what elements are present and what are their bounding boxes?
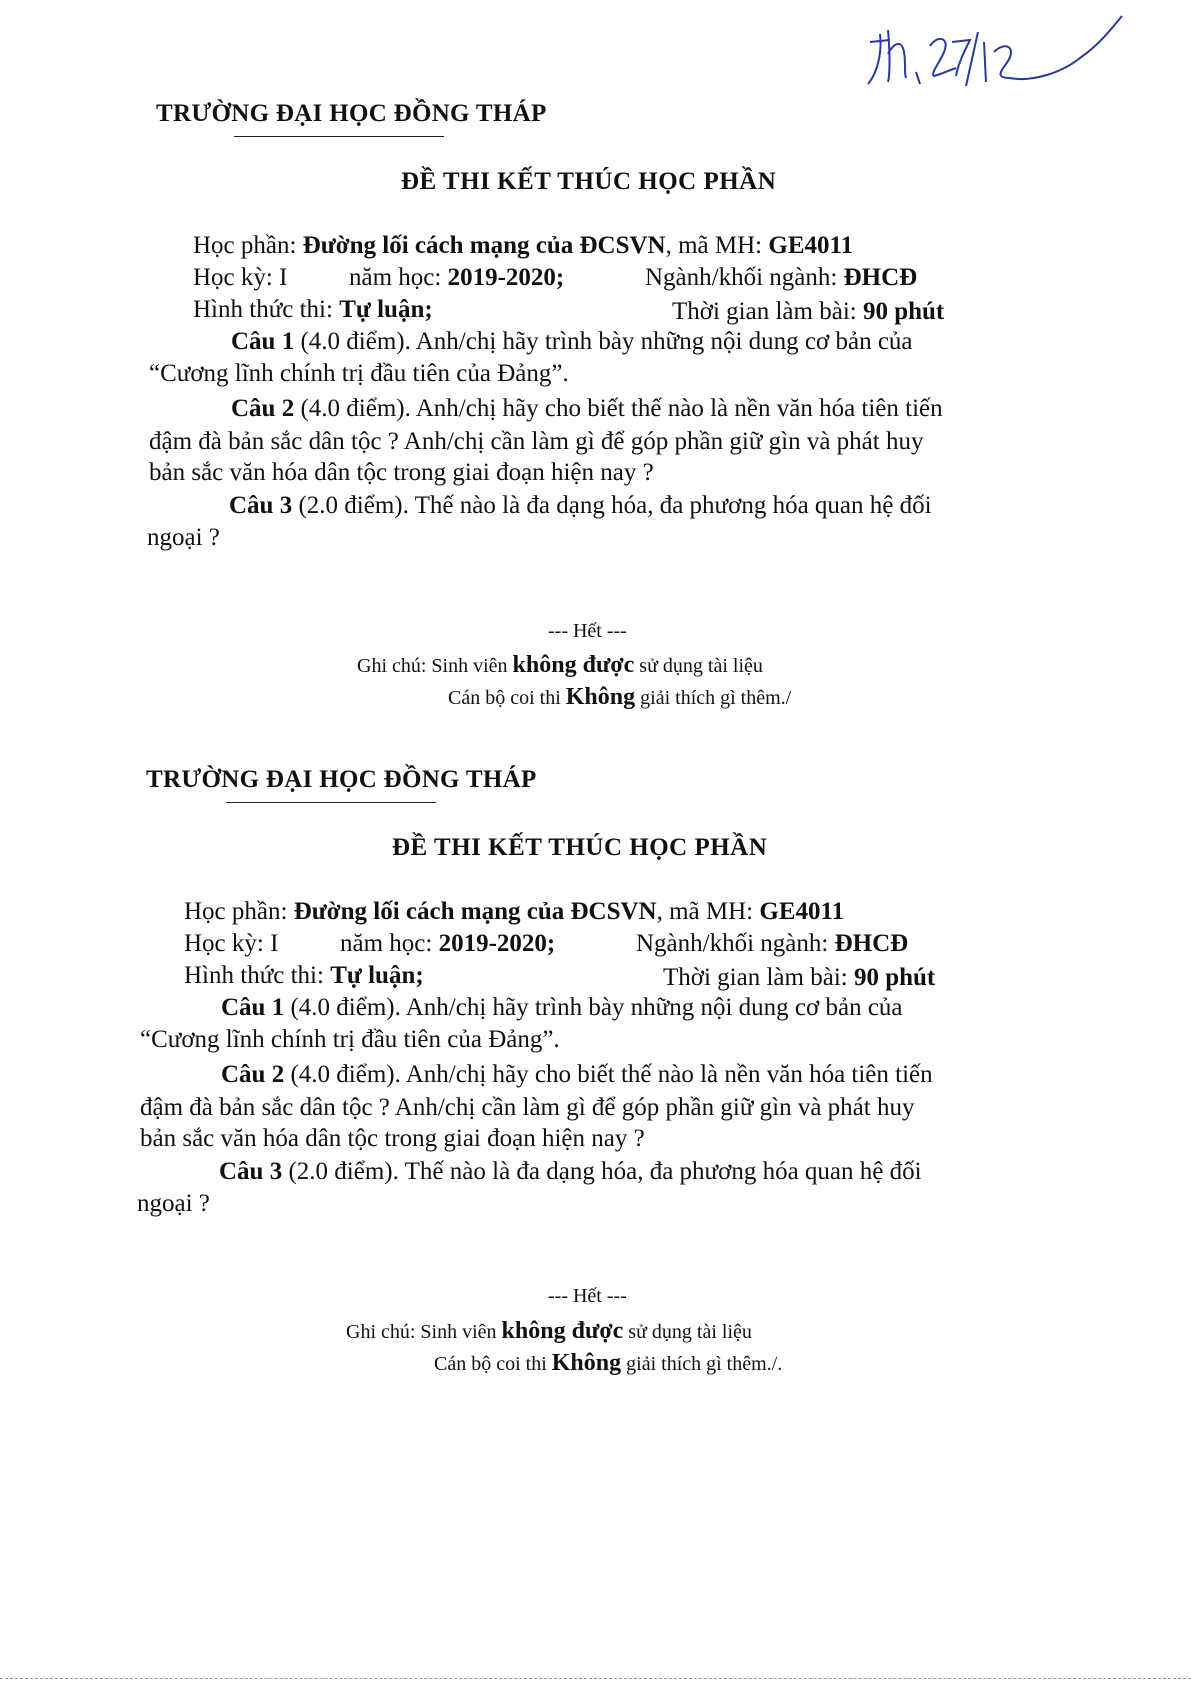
question-2: Câu 2 (4.0 điểm). Anh/chị hãy cho biết thế nào là nền văn hóa tiên tiến [221,1061,933,1088]
term-label: Học kỳ: I [193,264,288,291]
handwritten-signature [860,12,1130,102]
major: ĐHCĐ [834,930,909,957]
question-2-cont: đậm đà bản sắc dân tộc ? Anh/chị cần làm gì để góp phần giữ gìn và phát huy [140,1094,915,1121]
course-name: Đường lối cách mạng của ĐCSVN [302,232,666,259]
school-name: TRƯỜNG ĐẠI HỌC ĐỒNG THÁP [146,766,537,793]
major-line: Ngành/khối ngành: ĐHCĐ [645,264,918,291]
time-line: Thời gian làm bài: 90 phút [663,964,936,991]
school-year: 2019-2020; [438,930,556,957]
exam-time: 90 phút [862,298,945,325]
exam-title: ĐỀ THI KẾT THÚC HỌC PHẦN [392,834,768,861]
time-line: Thời gian làm bài: 90 phút [672,298,945,325]
end-marker: --- Hết --- [548,1285,627,1307]
form-line: Hình thức thi: Tự luận; [193,296,433,323]
note-line: Ghi chú: Sinh viên không được sử dụng tài liệu [357,652,763,678]
scan-border [0,1678,1191,1679]
question-2-cont: đậm đà bản sắc dân tộc ? Anh/chị cần làm gì để góp phần giữ gìn và phát huy [149,428,924,455]
question-2-cont: bản sắc văn hóa dân tộc trong giai đoạn hiện nay ? [149,459,654,486]
course-code: GE4011 [759,898,845,925]
question-1-cont: “Cương lĩnh chính trị đầu tiên của Đảng”. [140,1026,560,1053]
course-code: GE4011 [768,232,854,259]
school-name: TRƯỜNG ĐẠI HỌC ĐỒNG THÁP [156,100,547,127]
term-label: Học kỳ: I [184,930,279,957]
major: ĐHCĐ [843,264,918,291]
course-line: Học phần: Đường lối cách mạng của ĐCSVN, mã MH: GE4011 [184,898,845,925]
year-line: năm học: 2019-2020; [349,264,565,291]
exam-title: ĐỀ THI KẾT THÚC HỌC PHẦN [401,168,777,195]
major-line: Ngành/khối ngành: ĐHCĐ [636,930,909,957]
question-1: Câu 1 (4.0 điểm). Anh/chị hãy trình bày những nội dung cơ bản của [221,994,903,1021]
school-underline [234,136,444,137]
question-3: Câu 3 (2.0 điểm). Thế nào là đa dạng hóa, đa phương hóa quan hệ đối [229,492,932,519]
question-3-cont: ngoại ? [147,524,220,551]
note-line-2: Cán bộ coi thi Không giải thích gì thêm./ [448,684,792,710]
question-3: Câu 3 (2.0 điểm). Thế nào là đa dạng hóa, đa phương hóa quan hệ đối [219,1158,922,1185]
question-2: Câu 2 (4.0 điểm). Anh/chị hãy cho biết thế nào là nền văn hóa tiên tiến [231,395,943,422]
question-1: Câu 1 (4.0 điểm). Anh/chị hãy trình bày những nội dung cơ bản của [231,328,913,355]
form-line: Hình thức thi: Tự luận; [184,962,424,989]
question-3-cont: ngoại ? [137,1190,210,1217]
question-1-cont: “Cương lĩnh chính trị đầu tiên của Đảng”. [149,360,569,387]
exam-form: Tự luận; [339,296,433,323]
school-year: 2019-2020; [447,264,565,291]
year-line: năm học: 2019-2020; [340,930,556,957]
end-marker: --- Hết --- [548,620,627,642]
note-line-2: Cán bộ coi thi Không giải thích gì thêm./. [434,1350,783,1376]
exam-form: Tự luận; [330,962,424,989]
school-underline [226,802,436,803]
question-2-cont: bản sắc văn hóa dân tộc trong giai đoạn hiện nay ? [140,1125,645,1152]
course-name: Đường lối cách mạng của ĐCSVN [293,898,657,925]
note-line: Ghi chú: Sinh viên không được sử dụng tài liệu [346,1318,752,1344]
exam-time: 90 phút [853,964,936,991]
course-line: Học phần: Đường lối cách mạng của ĐCSVN, mã MH: GE4011 [193,232,854,259]
